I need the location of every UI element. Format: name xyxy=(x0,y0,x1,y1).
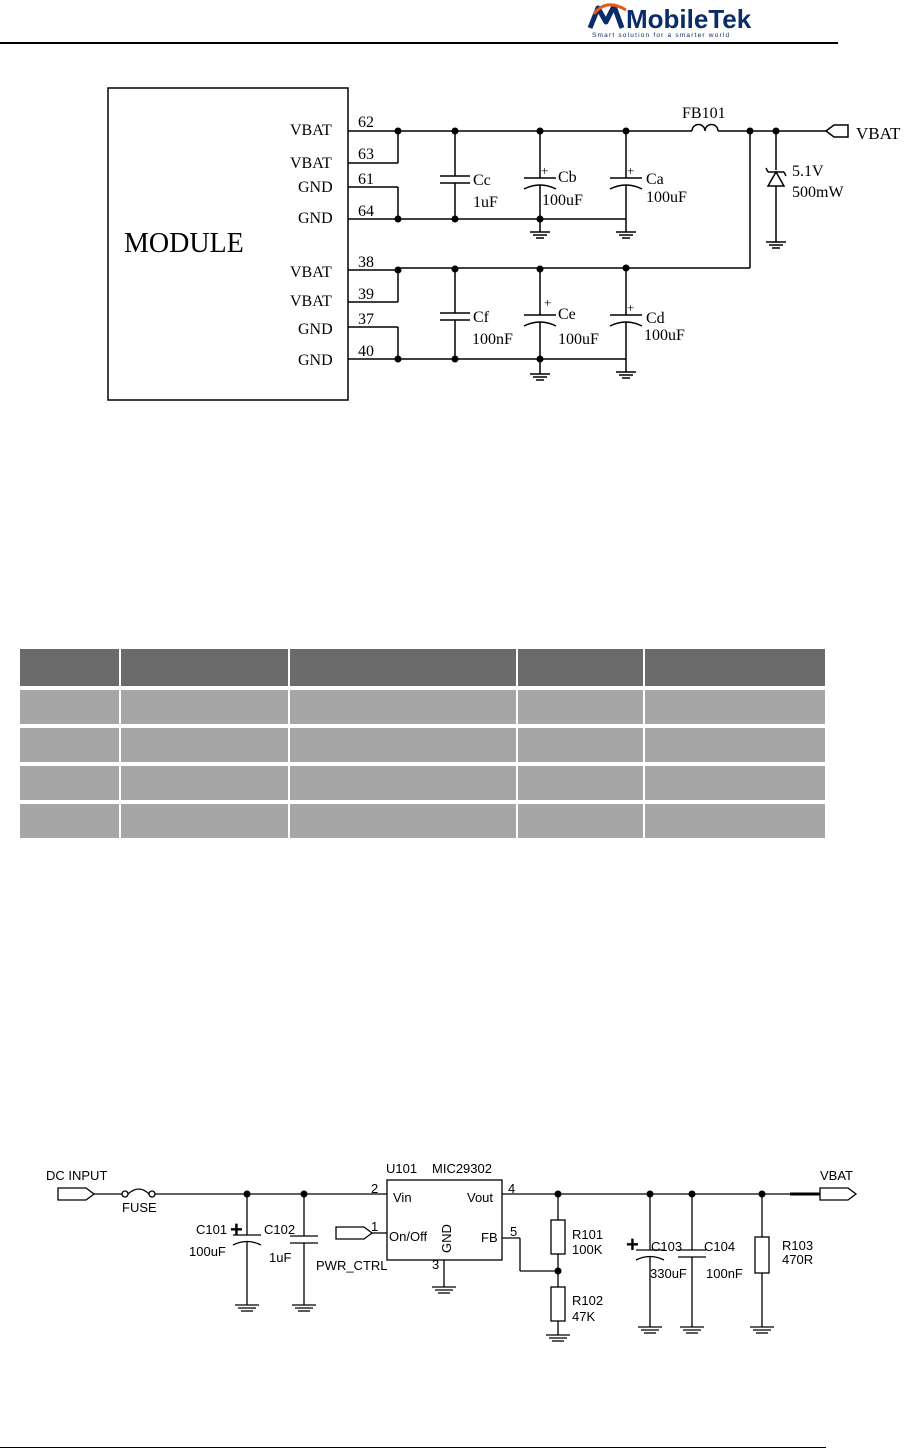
pin-number-40: 40 xyxy=(358,343,374,360)
table-cell xyxy=(121,728,291,766)
cap-ca-name: Ca xyxy=(646,171,664,188)
cap-ce-name: Ce xyxy=(558,306,576,323)
pin-onoff-label: On/Off xyxy=(389,1229,428,1244)
table-cell xyxy=(645,690,825,728)
cap-cd-name: Cd xyxy=(646,310,665,327)
pin-name-63: VBAT xyxy=(290,155,332,172)
polarity-mark-cb: + xyxy=(541,163,549,178)
c102-label: C102 xyxy=(264,1222,296,1237)
pin-gnd-label: GND xyxy=(439,1224,454,1253)
logo-tagline: Smart solution for a smarter world xyxy=(592,32,731,39)
table-cell xyxy=(518,690,646,728)
pin-name-38: VBAT xyxy=(290,264,332,281)
module-label: MODULE xyxy=(124,228,244,259)
pin-number-vin: 2 xyxy=(371,1181,379,1196)
schematic-power-supply-module xyxy=(0,0,918,410)
polarity-mark-c103: + xyxy=(626,1232,639,1257)
r101-label: R101 xyxy=(572,1227,604,1242)
table-cell xyxy=(290,690,517,728)
table-cell xyxy=(518,728,646,766)
table-cell xyxy=(20,690,121,728)
table-cell xyxy=(121,804,291,838)
table-header-cell xyxy=(121,649,291,690)
c104-label: C104 xyxy=(704,1239,736,1254)
pin-vin-label: Vin xyxy=(393,1190,412,1205)
r102-label: R102 xyxy=(572,1293,604,1308)
pin-number-38: 38 xyxy=(358,254,374,271)
pin-name-40: GND xyxy=(298,352,333,369)
r102-value: 47K xyxy=(572,1309,596,1324)
vbat-net-label: VBAT xyxy=(856,124,901,143)
cap-cd-value: 100uF xyxy=(644,327,685,344)
pin-number-62: 62 xyxy=(358,114,374,131)
table-cell xyxy=(645,766,825,804)
pwr-ctrl-label: PWR_CTRL xyxy=(316,1258,388,1273)
table-header-cell xyxy=(518,649,646,690)
cap-ce-value: 100uF xyxy=(558,331,599,348)
schematic-ldo-regulator xyxy=(0,1140,918,1360)
cap-ca-value: 100uF xyxy=(646,189,687,206)
cap-cf-name: Cf xyxy=(473,309,489,326)
polarity-mark-ce: + xyxy=(544,295,552,310)
ic-ref-label: U101 xyxy=(386,1161,418,1176)
zener-voltage: 5.1V xyxy=(792,163,824,180)
fuse-symbol xyxy=(128,1189,149,1194)
table-header-cell xyxy=(20,649,121,690)
pin-number-gnd: 3 xyxy=(432,1257,440,1272)
pin-number-61: 61 xyxy=(358,171,374,188)
pin-number-vout: 4 xyxy=(508,1181,516,1196)
c103-label: C103 xyxy=(651,1239,683,1254)
c101-label: C101 xyxy=(196,1222,228,1237)
table-cell xyxy=(645,728,825,766)
pin-name-62: VBAT xyxy=(290,122,332,139)
pin-name-64: GND xyxy=(298,210,333,227)
footer-rule xyxy=(0,1447,826,1448)
component-table xyxy=(20,649,825,838)
table-cell xyxy=(290,804,517,838)
table-cell xyxy=(121,766,291,804)
table-cell xyxy=(518,766,646,804)
fuse-label: FUSE xyxy=(122,1200,157,1215)
table-row xyxy=(20,690,825,728)
polarity-mark-ca: + xyxy=(627,163,635,178)
table-header-cell xyxy=(645,649,825,690)
table-cell xyxy=(518,804,646,838)
pin-name-37: GND xyxy=(298,321,333,338)
ferrite-bead xyxy=(692,125,718,132)
cap-cc-value: 1uF xyxy=(473,194,498,211)
cap-cb-name: Cb xyxy=(558,169,577,186)
pin-number-64: 64 xyxy=(358,203,374,220)
table-cell xyxy=(121,690,291,728)
table-header-row xyxy=(20,649,825,690)
table-cell xyxy=(645,804,825,838)
pin-name-39: VBAT xyxy=(290,293,332,310)
c103-value: 330uF xyxy=(650,1266,687,1281)
c104-value: 100nF xyxy=(706,1266,743,1281)
pin-number-63: 63 xyxy=(358,146,374,163)
table-cell xyxy=(290,766,517,804)
c102-value: 1uF xyxy=(269,1250,292,1265)
table-cell xyxy=(290,728,517,766)
cap-cc-name: Cc xyxy=(473,172,491,189)
pin-vout-label: Vout xyxy=(467,1190,494,1205)
logo-text: MobileTek xyxy=(626,4,752,34)
r101-value: 100K xyxy=(572,1242,603,1257)
pin-number-fb: 5 xyxy=(510,1224,518,1239)
table-cell xyxy=(20,728,121,766)
cap-cf-value: 100nF xyxy=(472,331,513,348)
polarity-mark-cd: + xyxy=(627,300,635,315)
dc-input-label: DC INPUT xyxy=(46,1168,108,1183)
r103-label: R103 xyxy=(782,1238,814,1253)
table-row xyxy=(20,766,825,804)
cap-cb-value: 100uF xyxy=(542,192,583,209)
vbat-label: VBAT xyxy=(820,1168,853,1183)
pin-number-39: 39 xyxy=(358,286,374,303)
table-cell xyxy=(20,766,121,804)
table-row xyxy=(20,728,825,766)
table-row xyxy=(20,804,825,838)
table-cell xyxy=(20,804,121,838)
pin-fb-label: FB xyxy=(481,1230,498,1245)
pin-number-onoff: 1 xyxy=(371,1219,379,1234)
r103-value: 470R xyxy=(782,1252,814,1267)
zener-power: 500mW xyxy=(792,184,844,201)
c101-value: 100uF xyxy=(189,1244,226,1259)
pin-name-61: GND xyxy=(298,179,333,196)
polarity-mark-c101: + xyxy=(230,1217,243,1242)
pin-number-37: 37 xyxy=(358,311,374,328)
ic-part-label: MIC29302 xyxy=(432,1161,492,1176)
ferrite-label: FB101 xyxy=(682,105,726,122)
table-header-cell xyxy=(290,649,517,690)
